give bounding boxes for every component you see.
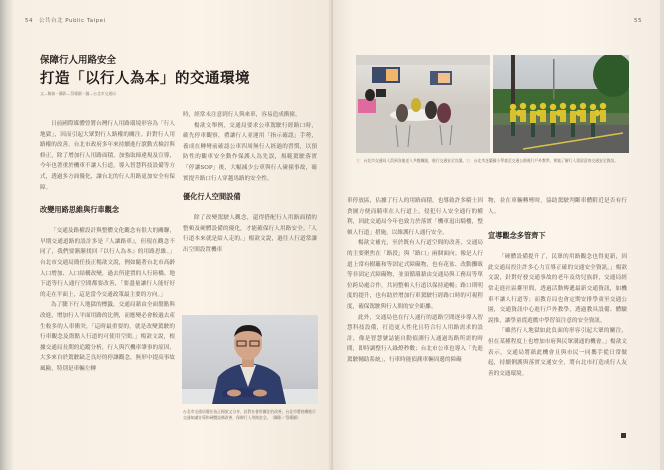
- students-traffic-park-icon: [493, 55, 629, 153]
- photos-caption: [356, 158, 631, 164]
- right-page: [333, 0, 664, 470]
- text-column-4: [488, 196, 627, 379]
- section-heading: 改變用路思維與行車觀念: [40, 205, 120, 215]
- elderly-traffic-lecture-icon: [356, 55, 490, 153]
- paragraph: 車停放區，佔據了行人的用路面積，也導致許多騎士因貪圖方便而騎車在人行道上，侵犯行人安全通行的權利，因此交通局今年也致力於落實「機車退出騎樓，整頓人行道」措施，以維護行人通行安全。: [347, 198, 483, 236]
- page-folio: 54 公共台北 Public Taipei: [25, 18, 106, 24]
- paragraph: 除了改變駕駛人觀念，還得搭配行人用路面積的整頓及硬體設備的優化，才能確保行人用路安全。「人行道本來就是給人走的。」楊歆文說，過往人行道常讓出空間設置機車: [183, 215, 317, 253]
- article-kicker: 保障行人用路安全: [40, 55, 117, 66]
- caption-marker-right: 右：: [466, 158, 474, 163]
- caption-text-right: 台北市芝蘭國小學童至交通公園進行戶外教學，實地了解行人需留意的交通安全資訊。: [473, 158, 618, 163]
- paragraph: 「交通及路權設計與整體文化觀念有很大的關聯，早期交通道路的設計多是『人讓路車』，但現在觀念不同了，我們要漸漸找回『以行人為本』的用路思維。」台北市交通局簡任技正楊歆文說，例如隨著台北市高齡人口增加、人口結構改變，過去所建置的人行陸橋、地下道等行人通行空間都要改善，「要盡量讓行人能好好的走在平面上，這是當今交通政策最主要的方向。」: [40, 228, 175, 298]
- caption-text-left: 台北市交通局人員到各地老人共餐據點，進行交通安全宣講。: [363, 158, 467, 163]
- paragraph: 楊歆文補充，至於既有人行道空間的改善，交通局的主要聚焦在「路段」與「路口」兩個面向。像是人行道上常有樹籬和等固定式障礙物，也有花盆、改動攤販等非固定式障礙物，並須循環藉由交通局與工務局等單位跨局處合作，共同整頓人行道以保持通暢；路口則明度的提升，也有助於增加行車駕駛行經路口時的可視程度，確保駕駛與行人間的安全距離。: [347, 240, 483, 310]
- indoor-lecture-photo: [356, 55, 490, 153]
- paragraph: 為了騰下行人地獄的標籤，交通局藉由全面盤點與改進，增加行人平面用路的比例，而應變必會較過去產生較多的人車衝突，「這時最重要的，就是改變駕駛的行車觀念及盤點人行道的可使用空間。」楊歆文說，根據交通局長期的追蹤分析，行人與汽機車肇事的原因，大多來自於駕駛缺乏良好的停讓觀念，無形中提高事故風險，特別是車輛左轉: [40, 302, 175, 372]
- paragraph: 時，經常未注意到行人與來車，容易造成衝撞。: [183, 112, 301, 118]
- text-column-2: [183, 110, 317, 256]
- page-folio: 55: [634, 18, 642, 24]
- text-column-1: [40, 119, 175, 374]
- article-title: 打造「以行人為本」的交通環境: [40, 71, 250, 87]
- photo-caption: 台北市交通局簡任技正楊歆文分享，針對社會所關注的改善，台北市將持續進行交通知識宣導和硬體設備改善，保障行人用路安全。（攝影／蔡耀顯）: [183, 409, 316, 421]
- paragraph: 此外，交通局也在行人通行的道路空間逐步導入智慧科技設備，打造更人性化且符合行人用路需求的設計，像是智慧號誌能自動偵測行人通過馬路所需的時間，即時調整行人綠燈秒數；台北市公車也導入「先進駕駛輔助系統」，行車時能偵測車輛周邊的障礙: [347, 314, 483, 363]
- paragraph: 楊歆文舉例，交通局要求公車駕駛行經路口時，確先停車觀察，禮讓行人並運用「指示確認」手勢，養成在轉彎前確認公車四周無行人經過的習慣，以預防性的觀車安全動作保護人為先誤，規範駕駛落實「停讓SOP」後，大幅減少公車與行人碰撞事故，確實提升路口行人穿越馬路的安全性。: [183, 122, 317, 182]
- portrait-man-icon: [182, 315, 318, 404]
- text-column-3: [347, 196, 483, 366]
- paragraph: 「硬體設備提升了，民眾的用路觀念也得更新，因此交通局投注許多心力宣導正確的交通安全資訊。」楊歆文說，針對好發交通事故的老年及幼兒族群，交通局經常走進社區鄰里間，透過活動傳遞最新交通資訊，如機車不讓人行道等；而教育局也會定期安排學童至交通公園，交通資訊中心進行戶外教學，透過教具設備、體驗說推，讓學童從遊戲中學習須注意的安全資訊。: [488, 254, 627, 324]
- end-of-article-icon: [621, 433, 626, 438]
- paragraph: 物，並在車輛轉彎時，協助駕駛判斷車體附近是否有行人。: [488, 198, 627, 215]
- students-outdoor-photo: [493, 55, 629, 153]
- article-byline: 文—解森・攝影—蔡耀顯・圖—台北市交通局: [40, 91, 116, 96]
- paragraph: 「雖然行人地獄如此負面的形容引起大眾的關注，但在某種程度上也增加市府與民眾溝通的機會。」楊歆文表示，交通局將藉此機會且與市民一同攜手從日常做起，持續俐護與落實交通安全，將台北市打造成行人友善的交通環境。: [488, 328, 627, 377]
- section-heading: 宣導觀念多管齊下: [488, 231, 546, 241]
- page-edge: [660, 0, 664, 470]
- paragraph: 日前國際媒體曾將台灣行人用路環境形容為「行人地獄」，因而引起大眾對行人路權的關注。針對行人用路權的改善，台北市政府多年來持續進行滾動式檢討與修正，除了增加行人用路面積、加強取締違規及宣導，今年也著重於機車不讓人行道，導入智慧科技設備等方式，透過多方面優化，讓台北的行人用路更加安全有保障。: [40, 121, 175, 191]
- section-heading: 優化行人空間設備: [183, 192, 241, 202]
- caption-marker-left: 左：: [356, 158, 364, 163]
- interview-photo: [182, 315, 318, 404]
